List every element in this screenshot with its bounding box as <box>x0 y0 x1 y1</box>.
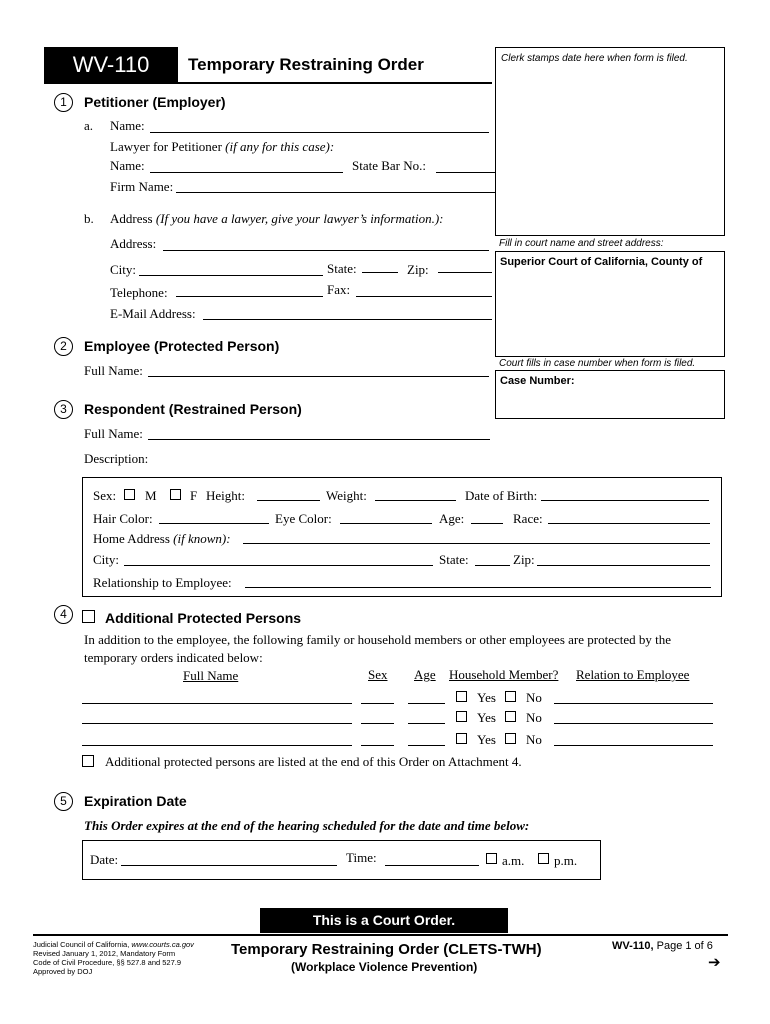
firm-name-label: Firm Name: <box>110 179 174 194</box>
state-field[interactable] <box>362 272 398 273</box>
am-checkbox[interactable] <box>486 853 497 864</box>
footer-legal <box>33 940 194 976</box>
address-field[interactable] <box>163 250 489 251</box>
person-1-age-field[interactable] <box>408 703 445 704</box>
relationship-field[interactable] <box>245 587 711 588</box>
pm-label: p.m. <box>554 853 578 868</box>
court-name-box[interactable] <box>495 251 725 357</box>
person-2-yes-label: Yes <box>477 710 496 725</box>
respondent-state-label: State: <box>439 552 469 567</box>
person-2-no-checkbox[interactable] <box>505 711 516 722</box>
person-2-yes-checkbox[interactable] <box>456 711 467 722</box>
email-label: E-Mail Address: <box>110 306 196 321</box>
person-3-yes-checkbox[interactable] <box>456 733 467 744</box>
person-3-no-checkbox[interactable] <box>505 733 516 744</box>
clerk-stamp-box <box>495 47 725 236</box>
col-sex: Sex <box>368 667 388 682</box>
council-line <box>33 940 194 949</box>
page-title: Temporary Restraining Order <box>188 55 424 74</box>
sex-m-label: M <box>145 488 157 503</box>
col-relation: Relation to Employee <box>576 667 690 682</box>
lawyer-name-field[interactable] <box>150 172 343 173</box>
person-3-no-label: No <box>526 732 542 747</box>
address-label: Address: <box>110 236 157 251</box>
section-4-intro-2: temporary orders indicated below: <box>84 650 263 665</box>
state-bar-field[interactable] <box>436 172 495 173</box>
respondent-name-field[interactable] <box>148 439 490 440</box>
next-page-arrow-icon[interactable]: ➔ <box>708 954 721 971</box>
form-code: WV-110 <box>72 52 150 77</box>
dob-label: Date of Birth: <box>465 488 538 503</box>
relationship-label: Relationship to Employee: <box>93 575 232 590</box>
city-label: City: <box>110 262 137 277</box>
footer-page-info <box>612 940 713 952</box>
pm-checkbox[interactable] <box>538 853 549 864</box>
email-field[interactable] <box>203 319 492 320</box>
section-2-number: 2 <box>54 337 73 356</box>
footer-subtitle: (Workplace Violence Prevention) <box>291 960 478 974</box>
col-age: Age <box>414 667 436 682</box>
section-4-title: Additional Protected Persons <box>105 610 302 626</box>
petitioner-name-label: Name: <box>110 118 145 133</box>
lawyer-note: (if any for this case): <box>225 139 335 154</box>
address-heading-note: (If you have a lawyer, give your lawyer’s information.): <box>155 211 444 226</box>
section-1-title: Petitioner (Employer) <box>84 94 226 110</box>
address-heading-label: Address <box>110 211 153 226</box>
respondent-zip-label: Zip: <box>513 552 535 567</box>
attachment-4-label: Additional protected persons are listed at the end of this Order on Attachment 4. <box>105 754 522 769</box>
header-underline <box>44 82 492 84</box>
respondent-zip-field[interactable] <box>537 565 710 566</box>
state-label: State: <box>327 261 357 276</box>
hair-color-label: Hair Color: <box>93 511 153 526</box>
eye-color-field[interactable] <box>340 523 432 524</box>
respondent-state-field[interactable] <box>475 565 510 566</box>
eye-color-label: Eye Color: <box>275 511 332 526</box>
person-3-sex-field[interactable] <box>361 745 394 746</box>
section-4-intro-1: In addition to the employee, the following family or household members or other employees are protected by the <box>84 632 671 647</box>
telephone-field[interactable] <box>176 296 323 297</box>
col-full-name: Full Name <box>183 668 239 683</box>
footer-title: Temporary Restraining Order (CLETS-TWH) <box>231 941 542 958</box>
fax-field[interactable] <box>356 296 492 297</box>
col-household-member: Household Member? <box>449 667 559 682</box>
section-2-title: Employee (Protected Person) <box>84 338 280 354</box>
age-field[interactable] <box>471 523 503 524</box>
person-3-yes-label: Yes <box>477 732 496 747</box>
section-5-title: Expiration Date <box>84 793 187 809</box>
firm-name-field[interactable] <box>176 192 495 193</box>
sex-f-label: F <box>190 488 198 503</box>
home-address-field[interactable] <box>243 543 710 544</box>
case-number-box[interactable] <box>495 370 725 419</box>
hearing-date-field[interactable] <box>121 865 337 866</box>
approved-line: Approved by DOJ <box>33 967 93 976</box>
home-address-label: Home Address <box>93 531 170 546</box>
zip-field[interactable] <box>438 272 492 273</box>
employee-name-label: Full Name: <box>84 363 143 378</box>
court-note: Fill in court name and street address: <box>499 238 664 249</box>
person-2-age-field[interactable] <box>408 723 445 724</box>
dob-field[interactable] <box>541 500 709 501</box>
petitioner-name-field[interactable] <box>150 132 489 133</box>
sex-m-checkbox[interactable] <box>124 489 135 500</box>
person-3-name-field[interactable] <box>82 745 352 746</box>
race-label: Race: <box>513 511 543 526</box>
person-1-no-checkbox[interactable] <box>505 691 516 702</box>
code-line: Code of Civil Procedure, §§ 527.8 and 527.9 <box>33 958 182 967</box>
person-2-no-label: No <box>526 710 542 725</box>
city-field[interactable] <box>139 275 323 276</box>
person-2-sex-field[interactable] <box>361 723 394 724</box>
section-3-number: 3 <box>54 400 73 419</box>
person-3-age-field[interactable] <box>408 745 445 746</box>
home-address-line <box>93 531 231 547</box>
clerk-note: Clerk stamps date here when form is filed. <box>501 53 688 64</box>
am-label: a.m. <box>502 853 525 868</box>
section-4-number: 4 <box>54 605 73 624</box>
person-3-relation-field[interactable] <box>554 745 713 746</box>
court-order-banner-text: This is a Court Order. <box>312 912 456 928</box>
lawyer-name-label: Name: <box>110 158 145 173</box>
zip-label: Zip: <box>407 262 429 277</box>
revised-line: Revised January 1, 2012, Mandatory Form <box>33 949 176 958</box>
race-field[interactable] <box>548 523 710 524</box>
person-2-relation-field[interactable] <box>554 723 713 724</box>
item-a-marker: a. <box>84 118 94 133</box>
case-number-label: Case Number: <box>500 375 575 387</box>
height-label: Height: <box>206 488 245 503</box>
item-b-marker: b. <box>84 211 94 226</box>
court-order-banner <box>260 908 508 933</box>
respondent-name-label: Full Name: <box>84 426 143 441</box>
section-5-number: 5 <box>54 792 73 811</box>
person-1-relation-field[interactable] <box>554 703 713 704</box>
council-text: Judicial Council of California, <box>33 940 130 949</box>
expiration-statement: This Order expires at the end of the hearing scheduled for the date and time below: <box>84 818 530 833</box>
weight-label: Weight: <box>326 488 367 503</box>
sex-label: Sex: <box>93 488 117 503</box>
footer-rule <box>33 934 728 936</box>
court-name-label: Superior Court of California, County of <box>500 256 703 268</box>
person-1-yes-label: Yes <box>477 690 496 705</box>
footer-page-number: Page 1 of 6 <box>656 940 713 952</box>
weight-field[interactable] <box>375 500 456 501</box>
footer-form-code: WV-110, <box>612 940 654 952</box>
person-1-no-label: No <box>526 690 542 705</box>
person-1-name-field[interactable] <box>82 703 352 704</box>
hearing-time-field[interactable] <box>385 865 479 866</box>
home-address-note: (if known): <box>173 531 231 546</box>
fax-label: Fax: <box>327 282 351 297</box>
respondent-city-field[interactable] <box>124 565 433 566</box>
section-3-title: Respondent (Restrained Person) <box>84 401 302 417</box>
person-1-sex-field[interactable] <box>361 703 394 704</box>
hair-color-field[interactable] <box>159 523 269 524</box>
person-2-name-field[interactable] <box>82 723 352 724</box>
height-field[interactable] <box>257 500 320 501</box>
telephone-label: Telephone: <box>110 285 168 300</box>
person-1-yes-checkbox[interactable] <box>456 691 467 702</box>
sex-f-checkbox[interactable] <box>170 489 181 500</box>
council-site: www.courts.ca.gov <box>131 940 194 949</box>
form-code-badge <box>44 47 178 82</box>
lawyer-label: Lawyer for Petitioner <box>110 139 222 154</box>
address-heading <box>110 211 444 227</box>
section-4-checkbox[interactable] <box>82 610 95 623</box>
age-label: Age: <box>439 511 465 526</box>
attachment-4-checkbox[interactable] <box>82 755 94 767</box>
description-label: Description: <box>84 451 149 466</box>
case-note: Court fills in case number when form is filed. <box>499 358 696 369</box>
lawyer-line <box>110 139 334 155</box>
hearing-time-label: Time: <box>346 850 377 865</box>
employee-name-field[interactable] <box>148 376 489 377</box>
respondent-city-label: City: <box>93 552 120 567</box>
section-1-number: 1 <box>54 93 73 112</box>
state-bar-label: State Bar No.: <box>352 158 427 173</box>
hearing-date-label: Date: <box>90 852 119 867</box>
